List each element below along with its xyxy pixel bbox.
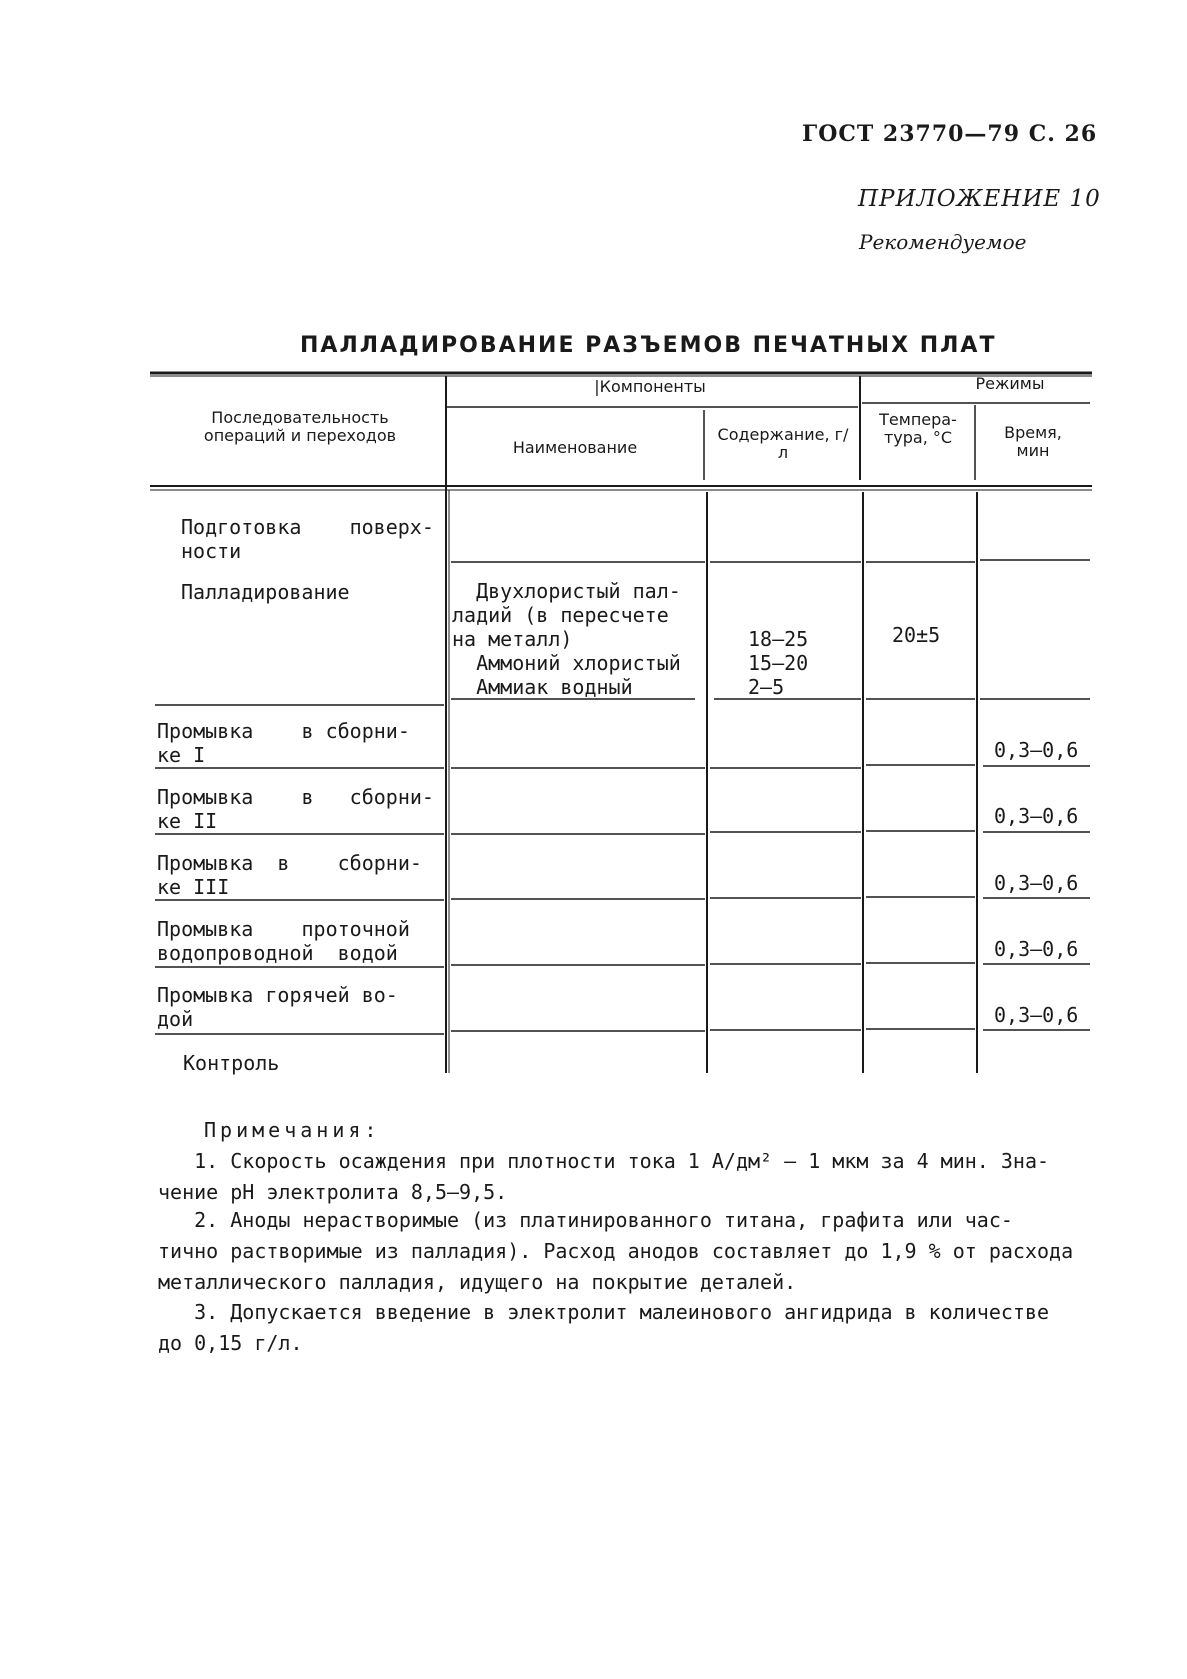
row-2-component-content: 18—25 15—20 2—5 bbox=[748, 627, 809, 699]
header-temperature: Темпера- тура, °С bbox=[879, 410, 957, 447]
header-components: |Компоненты bbox=[594, 377, 706, 396]
row-2-component-names: Двухлористый пал- ладий (в пересчете на металл) Аммоний хлористый Аммиак водный bbox=[452, 579, 681, 699]
row-3-operation: Промывка в сборни- ке I bbox=[157, 719, 410, 767]
row-7-operation: Промывка горячей во- дой bbox=[157, 983, 398, 1031]
note-1: 1. Скорость осаждения при плотности тока 1 А/дм² — 1 мкм за 4 мин. Зна- чение pH электролита 8,5—9,5. bbox=[158, 1149, 1050, 1204]
row-1-operation: Подготовка поверх- ности bbox=[181, 515, 434, 563]
note-2: 2. Аноды нерастворимые (из платинированного титана, графита или час- тично растворимые из палладия). Расход анодов составляет до 1,9 % от расхода металлического палладия, идущего на покрытие деталей. bbox=[158, 1208, 1074, 1294]
header-time: Время, мин bbox=[1004, 423, 1062, 460]
appendix-status: Рекомендуемое bbox=[859, 230, 1027, 254]
row-4-time: 0,3—0,6 bbox=[994, 804, 1079, 828]
row-6-operation: Промывка проточной водопроводной водой bbox=[157, 917, 410, 965]
row-5-operation: Промывка в сборни- ке III bbox=[157, 851, 422, 899]
note-3: 3. Допускается введение в электролит малеинового ангидрида в количестве до 0,15 г/л. bbox=[158, 1300, 1050, 1355]
row-3-time: 0,3—0,6 bbox=[994, 738, 1079, 762]
row-6-time: 0,3—0,6 bbox=[994, 937, 1079, 961]
header-operations: Последовательность операций и переходов bbox=[203, 408, 397, 445]
notes-heading: Примечания: bbox=[204, 1118, 381, 1142]
document-reference: ГОСТ 23770—79 С. 26 bbox=[802, 121, 1098, 147]
header-content: Содержание, г/л bbox=[717, 425, 849, 462]
row-4-operation: Промывка в сборни- ке II bbox=[157, 785, 434, 833]
appendix-number: ПРИЛОЖЕНИЕ 10 bbox=[858, 186, 1101, 212]
row-7-time: 0,3—0,6 bbox=[994, 1003, 1079, 1027]
header-name: Наименование bbox=[512, 438, 638, 457]
header-regimes: Режимы bbox=[975, 374, 1045, 393]
row-2-temperature: 20±5 bbox=[892, 623, 941, 647]
row-8-operation: Контроль bbox=[183, 1051, 280, 1075]
table-title: ПАЛЛАДИРОВАНИЕ РАЗЪЕМОВ ПЕЧАТНЫХ ПЛАТ bbox=[300, 333, 997, 358]
row-5-time: 0,3—0,6 bbox=[994, 871, 1079, 895]
row-2-operation: Палладирование bbox=[181, 580, 350, 604]
